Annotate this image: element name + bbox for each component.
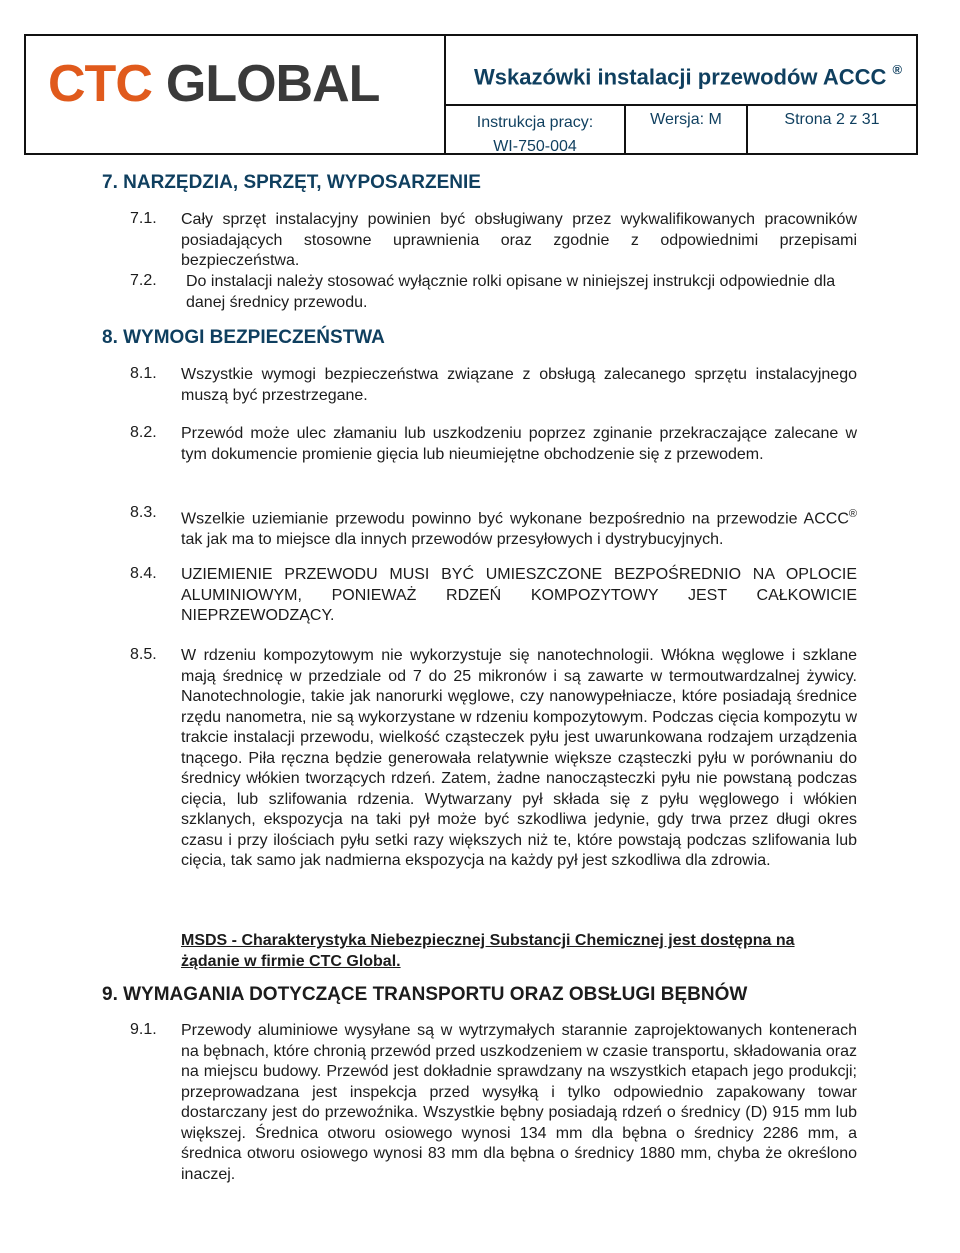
- item-8-5-number: 8.5.: [130, 646, 157, 663]
- instruction-label: Instrukcja pracy:: [476, 114, 594, 131]
- section-8-heading: 8. WYMOGI BEZPIECZEŃSTWA: [102, 327, 385, 348]
- logo-global: GLOBAL: [165, 55, 380, 113]
- page-cell: [748, 106, 916, 153]
- item-7-1-text: Cały sprzęt instalacyjny powinien być obsługiwany przez wykwalifikowanych pracowników posiadających stosowne uprawnienia oraz zgodnie z odpowiednimi przepisami bezpieczeństwa.: [181, 211, 857, 269]
- item-7-2-text: Do instalacji należy stosować wyłącznie rolki opisane w niniejszej instrukcji odpowiednie dla danej średnicy przewodu.: [186, 273, 836, 311]
- document-title: [474, 64, 902, 90]
- registered-mark: ®: [892, 62, 903, 77]
- meta-row: [446, 106, 916, 153]
- item-8-3-text: [181, 504, 857, 550]
- version-cell: [626, 106, 748, 153]
- title-cell: [446, 36, 916, 106]
- item-9-1-text: Przewody aluminiowe wysyłane są w wytrzymałych starannie zaprojektowanych kontenerach na bębnach, które chronią przewód przed uszkodzeniem w czasie transportu, składowania oraz na miejscu budowy. Przewód jest dokładnie sprawdzany na wszystkich etapach jego produkcji; przeprowadzana jest inspekcja przed wysyłką i tylko odpowiednio zapakowany towar dostarczany jest do przewoźnika. Wszystkie bębny posiadają rdzeń o średnicy (D) 915 mm lub większej. Średnica otworu osiowego wynosi 134 mm dla bębna o średnicy 2286 mm, a średnica otworu osiowego wynosi 83 mm dla bębna o średnicy 1880 mm, chyba że określono inaczej.: [181, 1022, 857, 1183]
- item-8-1-text: Wszystkie wymogi bezpieczeństwa związane z obsługą zalecanego sprzętu instalacyjnego muszą być przestrzegane.: [181, 366, 857, 404]
- ctc-global-logo: [48, 55, 380, 113]
- logo-cell: [26, 36, 446, 153]
- page-number: Strona 2 z 31: [784, 111, 880, 128]
- item-8-3-number: 8.3.: [130, 504, 157, 521]
- document-title-text: Wskazówki instalacji przewodów ACCC: [474, 64, 887, 90]
- document-header: [24, 34, 918, 155]
- section-9-heading: 9. WYMAGANIA DOTYCZĄCE TRANSPORTU ORAZ OBSŁUGI BĘBNÓW: [102, 984, 748, 1005]
- item-9-1-number: 9.1.: [130, 1021, 157, 1038]
- item-8-2-text: Przewód może ulec złamaniu lub uszkodzeniu poprzez zginanie przekraczające zalecane w tym dokumencie promienie gięcia lub nieumiejętne obchodzenie się z przewodem.: [181, 425, 857, 463]
- msds-notice: MSDS - Charakterystyka Niebezpiecznej Substancji Chemicznej jest dostępna na żądanie w firmie CTC Global.: [181, 932, 795, 970]
- item-8-3-text-a: Wszelkie uziemianie przewodu powinno być wykonane bezpośrednio na przewodzie ACCC: [181, 510, 849, 528]
- instruction-code: WI-750-004: [493, 138, 577, 155]
- item-8-3-registered-mark: ®: [848, 508, 857, 520]
- version-label: Wersja: M: [650, 111, 722, 128]
- item-8-2-number: 8.2.: [130, 424, 157, 441]
- item-8-1-number: 8.1.: [130, 365, 157, 382]
- item-7-1-number: 7.1.: [130, 210, 157, 227]
- item-8-4-text: UZIEMIENIE PRZEWODU MUSI BYĆ UMIESZCZONE BEZPOŚREDNIO NA OPLOCIE ALUMINIOWYM, PONIEWAŻ RDZEŃ KOMPOZYTOWY JEST CAŁKOWICIE NIEPRZEWODZĄCY.: [181, 566, 857, 624]
- section-7-heading: 7. NARZĘDZIA, SPRZĘT, WYPOSARZENIE: [102, 172, 481, 193]
- item-8-3-text-b: tak jak ma to miejsce dla innych przewodów przesyłowych i dystrybucyjnych.: [181, 530, 724, 548]
- item-8-5-text: W rdzeniu kompozytowym nie wykorzystuje się nanotechnologii. Włókna węglowe i szklane mają średnicę w przedziale od 7 do 25 mikronów i są zawarte w termoutwardzalnej żywicy. Nanotechnologie, takie jak nanorurki węglowe, czy nanowypełniacze, które posiadają średnice rzędu nanometra, nie są wykorzystane w rdzeniu kompozytowym. Podczas cięcia kompozytu w trakcie instalacji przewodu, wielkość cząsteczek pyłu jest uwarunkowana rodzajem urządzenia tnącego. Piła ręczna będzie generowała relatywnie większe cząsteczki pyłu w porównaniu do średnicy włókien tworzących rdzeń. Zatem, żadne nanocząsteczki pyłu nie powstaną podczas cięcia, lub szlifowania rdzenia. Wytwarzany pył składa się z pyłu węglowego i włókien szklanych, ekspozycja na taki pył może być szkodliwa jedynie, gdy trwa przez długi okres czasu i przy ilościach pyłu setki razy większych niż te, które powstają podczas szlifowania lub cięcia, tak samo jak nadmierna ekspozycja na każdy pył jest szkodliwa dla zdrowia.: [181, 647, 857, 869]
- logo-ctc: CTC: [48, 55, 152, 113]
- item-8-4-number: 8.4.: [130, 565, 157, 582]
- instruction-cell: [446, 106, 626, 153]
- item-7-2-number: 7.2.: [130, 272, 157, 289]
